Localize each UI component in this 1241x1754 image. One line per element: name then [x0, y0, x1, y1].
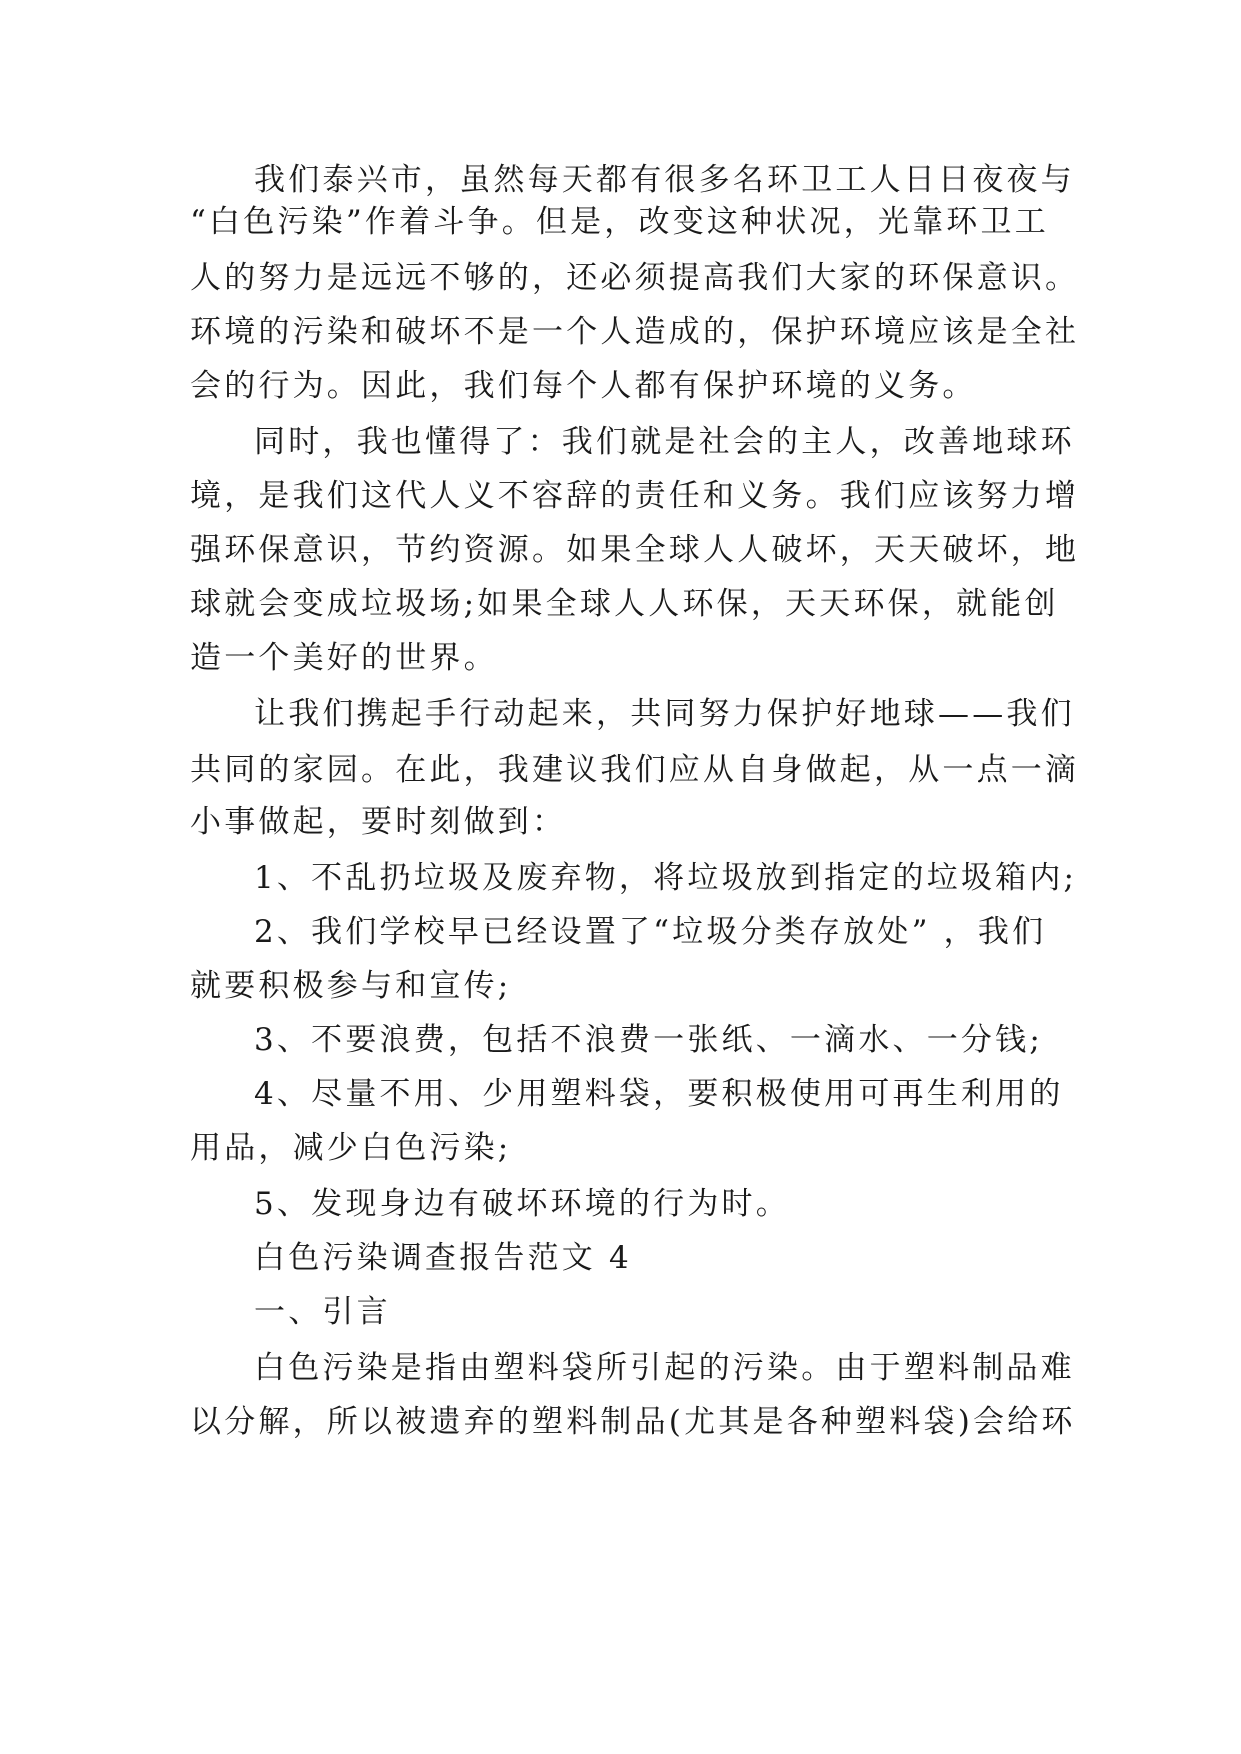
list-item-line: 4、尽量不用、少用塑料袋，要积极使用可再生利用的 [254, 1076, 1064, 1112]
paragraph-line: 我们泰兴市，虽然每天都有很多名环卫工人日日夜夜与 [254, 162, 1075, 198]
paragraph-line: 强环保意识，节约资源。如果全球人人破坏，天天破坏，地 [190, 532, 1080, 568]
paragraph-line: 境，是我们这代人义不容辞的责任和义务。我们应该努力增 [190, 478, 1080, 514]
paragraph-line: 环境的污染和破坏不是一个人造成的，保护环境应该是全社 [190, 314, 1080, 350]
paragraph-line: 同时，我也懂得了：我们就是社会的主人，改善地球环 [254, 424, 1075, 460]
section-title: 白色污染调查报告范文 4 [254, 1240, 632, 1276]
paragraph-line: 以分解，所以被遗弃的塑料制品(尤其是各种塑料袋)会给环 [190, 1404, 1076, 1440]
paragraph-line: 造一个美好的世界。 [190, 640, 498, 676]
paragraph-line: 白色污染是指由塑料袋所引起的污染。由于塑料制品难 [254, 1350, 1075, 1386]
list-item-line: 用品，减少白色污染; [190, 1130, 512, 1166]
paragraph-line: 人的努力是远远不够的，还必须提高我们大家的环保意识。 [190, 260, 1080, 296]
paragraph-line: 小事做起，要时刻做到： [190, 804, 567, 840]
paragraph-line: 共同的家园。在此，我建议我们应从自身做起，从一点一滴 [190, 752, 1080, 788]
list-item-line: 1、不乱扔垃圾及废弃物，将垃圾放到指定的垃圾箱内; [254, 860, 1078, 896]
paragraph-line: “白色污染”作着斗争。但是，改变这种状况，光靠环卫工 [190, 204, 1049, 240]
list-item-line: 就要积极参与和宣传; [190, 968, 512, 1004]
paragraph-line: 会的行为。因此，我们每个人都有保护环境的义务。 [190, 368, 977, 404]
list-item-line: 5、发现身边有破坏环境的行为时。 [254, 1186, 790, 1222]
paragraph-line: 让我们携起手行动起来，共同努力保护好地球——我们 [254, 696, 1075, 732]
paragraph-line: 球就会变成垃圾场;如果全球人人环保，天天环保，就能创 [190, 586, 1059, 622]
list-item-line: 2、我们学校早已经设置了“垃圾分类存放处” ，我们 [254, 914, 1047, 950]
list-item-line: 3、不要浪费，包括不浪费一张纸、一滴水、一分钱; [254, 1022, 1043, 1058]
section-heading: 一、引言 [254, 1294, 391, 1330]
